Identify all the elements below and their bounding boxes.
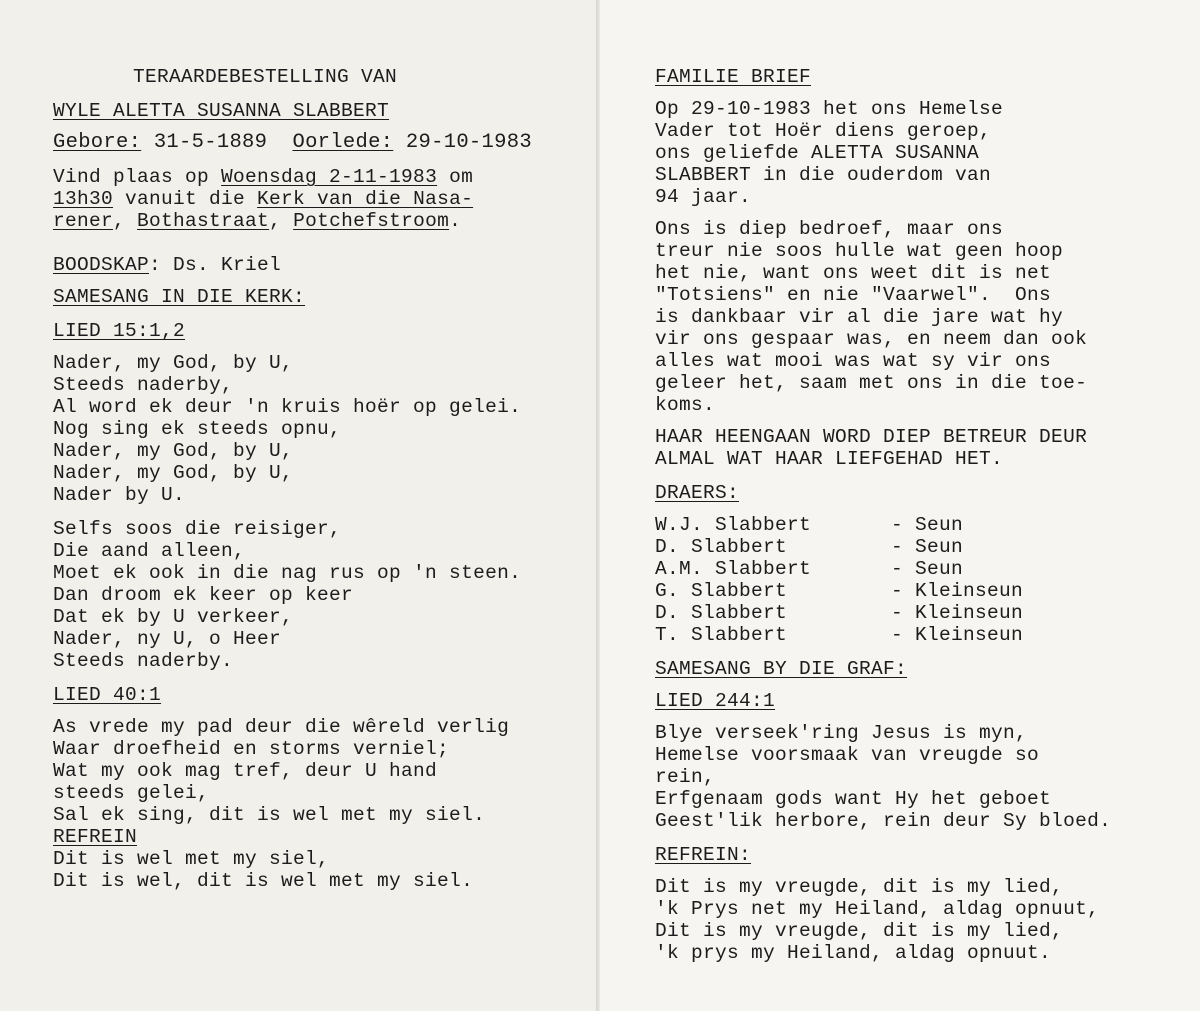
service-church: rener [53,210,114,232]
hymn-line: Nader, my God, by U, [53,440,294,462]
letter-line: Vader tot Hoër diens geroep, [655,120,992,142]
bearer-role: - Kleinseun [891,624,1024,646]
service-text: . [449,210,462,232]
bearer-row [655,514,964,536]
letter-line: koms. [655,394,716,416]
letter-line: ons geliefde ALETTA SUSANNA [655,142,980,164]
service-text: vanuit die [113,188,258,210]
refrain-label: REFREIN [53,826,138,848]
service-line-1 [53,166,473,188]
letter-line: alles wat mooi was wat sy vir ons [655,350,1052,372]
bearer-role: - Kleinseun [891,602,1024,624]
born-date: 31-5-1889 [153,131,268,154]
letter-line: vir ons gespaar was, en neem dan ook [655,328,1088,350]
letter-line: Ons is diep bedroef, maar ons [655,218,1004,240]
hymn-1-title: LIED 15:1,2 [53,320,186,342]
bearer-name: A.M. Slabbert [655,558,812,580]
letter-line: HAAR HEENGAAN WORD DIEP BETREUR DEUR [655,426,1088,448]
service-town: Potchefstroom [293,210,450,232]
letter-line: ALMAL WAT HAAR LIEFGEHAD HET. [655,448,1004,470]
hymn-line: rein, [655,766,716,788]
letter-line: het nie, want ons weet dit is net [655,262,1052,284]
hymn-line: Dit is my vreugde, dit is my lied, [655,920,1064,942]
died-label: Oorlede: [292,131,394,154]
hymn-line: Nader, my God, by U, [53,462,294,484]
hymn-line: 'k prys my Heiland, aldag opnuut. [655,942,1052,964]
bearer-role: - Kleinseun [891,580,1024,602]
service-date: Woensdag 2-11-1983 [221,166,438,188]
hymn-line: Dit is my vreugde, dit is my lied, [655,876,1064,898]
hymn-line: Die aand alleen, [53,540,246,562]
bearer-name: G. Slabbert [655,580,788,602]
service-time: 13h30 [53,188,114,210]
hymn-line: Erfgenaam gods want Hy het geboet [655,788,1052,810]
bearer-row [655,536,964,558]
letter-line: SLABBERT in die ouderdom van [655,164,992,186]
message-text: : Ds. Kriel [149,254,282,276]
hymn-line: Steeds naderby, [53,374,234,396]
service-line-2 [53,188,473,210]
hymn-line: Dit is wel, dit is wel met my siel. [53,870,474,892]
hymn-line: Wat my ook mag tref, deur U hand [53,760,438,782]
family-letter-heading: FAMILIE BRIEF [655,66,812,88]
hymn-line: Waar droefheid en storms verniel; [53,738,450,760]
bearers-heading: DRAERS: [655,482,740,504]
service-church: Kerk van die Nasa- [257,188,474,210]
hymn-line: Steeds naderby. [53,650,234,672]
letter-line: 94 jaar. [655,186,752,208]
died-date: 29-10-1983 [405,131,532,154]
hymn-line: Hemelse voorsmaak van vreugde so [655,744,1040,766]
hymn-line: Dan droom ek keer op keer [53,584,354,606]
bearer-row [655,624,1024,646]
letter-line: geleer het, saam met ons in die toe- [655,372,1088,394]
service-text: Vind plaas op [53,166,222,188]
hymn-line: Nader, ny U, o Heer [53,628,282,650]
deceased-name: WYLE ALETTA SUSANNA SLABBERT [53,100,390,122]
hymn-line: As vrede my pad deur die wêreld verlig [53,716,510,738]
dates-line [53,132,532,154]
hymn-line: Dat ek by U verkeer, [53,606,294,628]
grave-singing-heading: SAMESANG BY DIE GRAF: [655,658,908,680]
hymn-line: Nader by U. [53,484,186,506]
born-label: Gebore: [53,131,142,154]
page-fold [596,0,600,1011]
service-text: om [437,166,474,188]
hymn-line: Dit is wel met my siel, [53,848,330,870]
hymn-line: steeds gelei, [53,782,210,804]
refrain-label: REFREIN: [655,844,752,866]
church-singing-heading: SAMESANG IN DIE KERK: [53,286,306,308]
service-line-3 [53,210,461,232]
hymn-line: Moet ek ook in die nag rus op 'n steen. [53,562,522,584]
hymn-line: Al word ek deur 'n kruis hoër op gelei. [53,396,522,418]
service-street: Bothastraat [137,210,270,232]
bearer-row [655,602,1024,624]
letter-line: is dankbaar vir al die jare wat hy [655,306,1064,328]
message-line [53,254,281,276]
message-label: BOODSKAP [53,254,150,276]
service-text: , [113,210,138,232]
hymn-line: Nog sing ek steeds opnu, [53,418,342,440]
hymn-line: Blye verseek'ring Jesus is myn, [655,722,1028,744]
bearer-role: - Seun [891,558,964,580]
hymn-2-title: LIED 40:1 [53,684,162,706]
bearer-role: - Seun [891,536,964,558]
letter-line: "Totsiens" en nie "Vaarwel". Ons [655,284,1052,306]
bearer-name: W.J. Slabbert [655,514,812,536]
bearer-name: D. Slabbert [655,536,788,558]
bearer-row [655,580,1024,602]
hymn-line: 'k Prys net my Heiland, aldag opnuut, [655,898,1100,920]
hymn-line: Selfs soos die reisiger, [53,518,342,540]
hymn-line: Nader, my God, by U, [53,352,294,374]
bearer-name: T. Slabbert [655,624,788,646]
letter-line: treur nie soos hulle wat geen hoop [655,240,1064,262]
bearer-name: D. Slabbert [655,602,788,624]
bearer-row [655,558,964,580]
letter-line: Op 29-10-1983 het ons Hemelse [655,98,1004,120]
document-title: TERAARDEBESTELLING VAN [133,66,398,88]
hymn-3-title: LIED 244:1 [655,690,776,712]
bearer-role: - Seun [891,514,964,536]
service-text: , [269,210,294,232]
hymn-line: Sal ek sing, dit is wel met my siel. [53,804,486,826]
hymn-line: Geest'lik herbore, rein deur Sy bloed. [655,810,1112,832]
